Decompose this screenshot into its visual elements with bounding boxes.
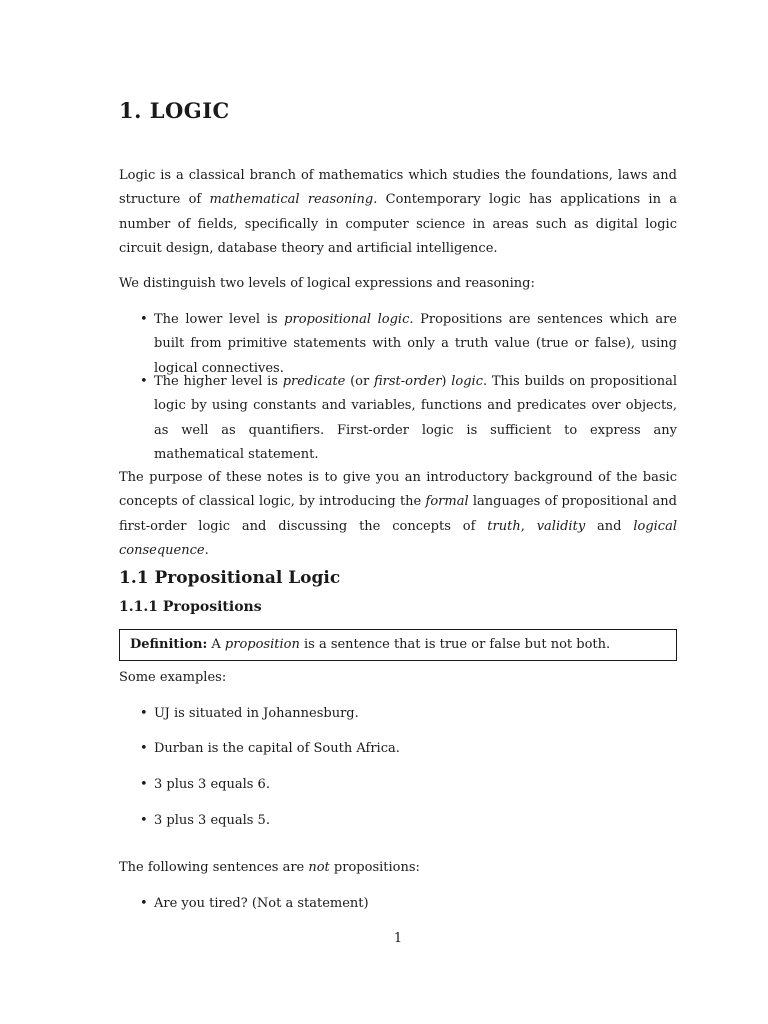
non-example-text: Are you tired? (Not a statement) bbox=[154, 896, 369, 911]
list-item-higher-level bbox=[119, 370, 677, 468]
bullet-icon: • bbox=[140, 706, 148, 721]
example-item bbox=[119, 809, 677, 833]
example-item bbox=[119, 773, 677, 797]
bullet-icon: • bbox=[140, 777, 148, 792]
higher-text-2: (or bbox=[345, 374, 374, 389]
chapter-title: 1. LOGIC bbox=[119, 98, 230, 123]
purpose-text-4: and bbox=[585, 518, 634, 534]
purpose-text-1: The purpose of these notes is to give you an introductory background of the basic concepts of classical logic, by introducing the bbox=[119, 470, 677, 510]
definition-text-1: A bbox=[207, 637, 225, 652]
example-text: UJ is situated in Johannesburg. bbox=[154, 706, 359, 721]
higher-emphasis-1: predicate bbox=[282, 374, 346, 389]
purpose-text-3: , bbox=[520, 518, 537, 534]
intro-emphasis: mathematical reasoning bbox=[209, 192, 374, 208]
definition-text-2: is a sentence that is true or false but not both. bbox=[299, 637, 611, 652]
lower-text-1: The lower level is bbox=[154, 312, 285, 327]
purpose-text-2: languages of propositional and first-order logic and discussing the concepts of bbox=[119, 494, 677, 534]
lower-text-2: . Propositions are sentences which are built from primitive statements with only a truth value (true or false), using logical connectives. bbox=[154, 312, 677, 376]
bullet-icon: • bbox=[140, 741, 148, 756]
subsection-title: 1.1.1 Propositions bbox=[119, 599, 262, 615]
nonprop-text-1: The following sentences are bbox=[119, 860, 309, 875]
higher-text-3: ) bbox=[441, 374, 452, 389]
example-item bbox=[119, 702, 677, 726]
example-text: 3 plus 3 equals 5. bbox=[154, 813, 270, 828]
higher-text-1: The higher level is bbox=[154, 374, 283, 389]
purpose-emphasis-1: formal bbox=[425, 494, 469, 510]
lower-emphasis: propositional logic bbox=[284, 312, 410, 327]
definition-box bbox=[119, 629, 677, 661]
examples-intro: Some examples: bbox=[119, 670, 227, 685]
bullet-icon: • bbox=[140, 374, 148, 389]
definition-label: Definition: bbox=[130, 637, 208, 652]
purpose-paragraph bbox=[119, 466, 677, 564]
definition-emphasis: proposition bbox=[224, 637, 300, 652]
higher-emphasis-3: logic bbox=[451, 374, 483, 389]
example-text: Durban is the capital of South Africa. bbox=[154, 741, 400, 756]
intro-text-1: Logic is a classical branch of mathematics which studies the foundations, laws and structure of bbox=[119, 168, 677, 208]
purpose-emphasis-2: truth bbox=[487, 518, 521, 534]
example-item bbox=[119, 737, 677, 761]
section-title: 1.1 Propositional Logic bbox=[119, 568, 341, 588]
nonprop-emphasis: not bbox=[308, 860, 330, 875]
bullet-icon: • bbox=[140, 896, 148, 911]
bullet-icon: • bbox=[140, 813, 148, 828]
higher-text-4: . This builds on propositional logic by using constants and variables, functions and predicates over objects, as well as quantifiers. First-order logic is sufficient to express any mathematical statement. bbox=[154, 374, 677, 463]
non-example-item bbox=[119, 892, 677, 916]
page-number: 1 bbox=[393, 931, 403, 946]
example-text: 3 plus 3 equals 6. bbox=[154, 777, 270, 792]
higher-emphasis-2: first-order bbox=[373, 374, 442, 389]
purpose-emphasis-4: logical consequence bbox=[119, 518, 677, 559]
bullet-icon: • bbox=[140, 312, 148, 327]
intro-text-2: . Contemporary logic has applications in a number of fields, specifically in computer science in areas such as digital logic circuit design, database theory and artificial intelligence. bbox=[119, 192, 678, 257]
purpose-text-5: . bbox=[204, 543, 209, 559]
intro-paragraph bbox=[119, 164, 677, 262]
non-propositions-intro bbox=[119, 856, 420, 880]
distinguish-paragraph: We distinguish two levels of logical expressions and reasoning: bbox=[119, 276, 535, 291]
nonprop-text-2: propositions: bbox=[329, 860, 420, 875]
purpose-emphasis-3: validity bbox=[536, 518, 586, 534]
